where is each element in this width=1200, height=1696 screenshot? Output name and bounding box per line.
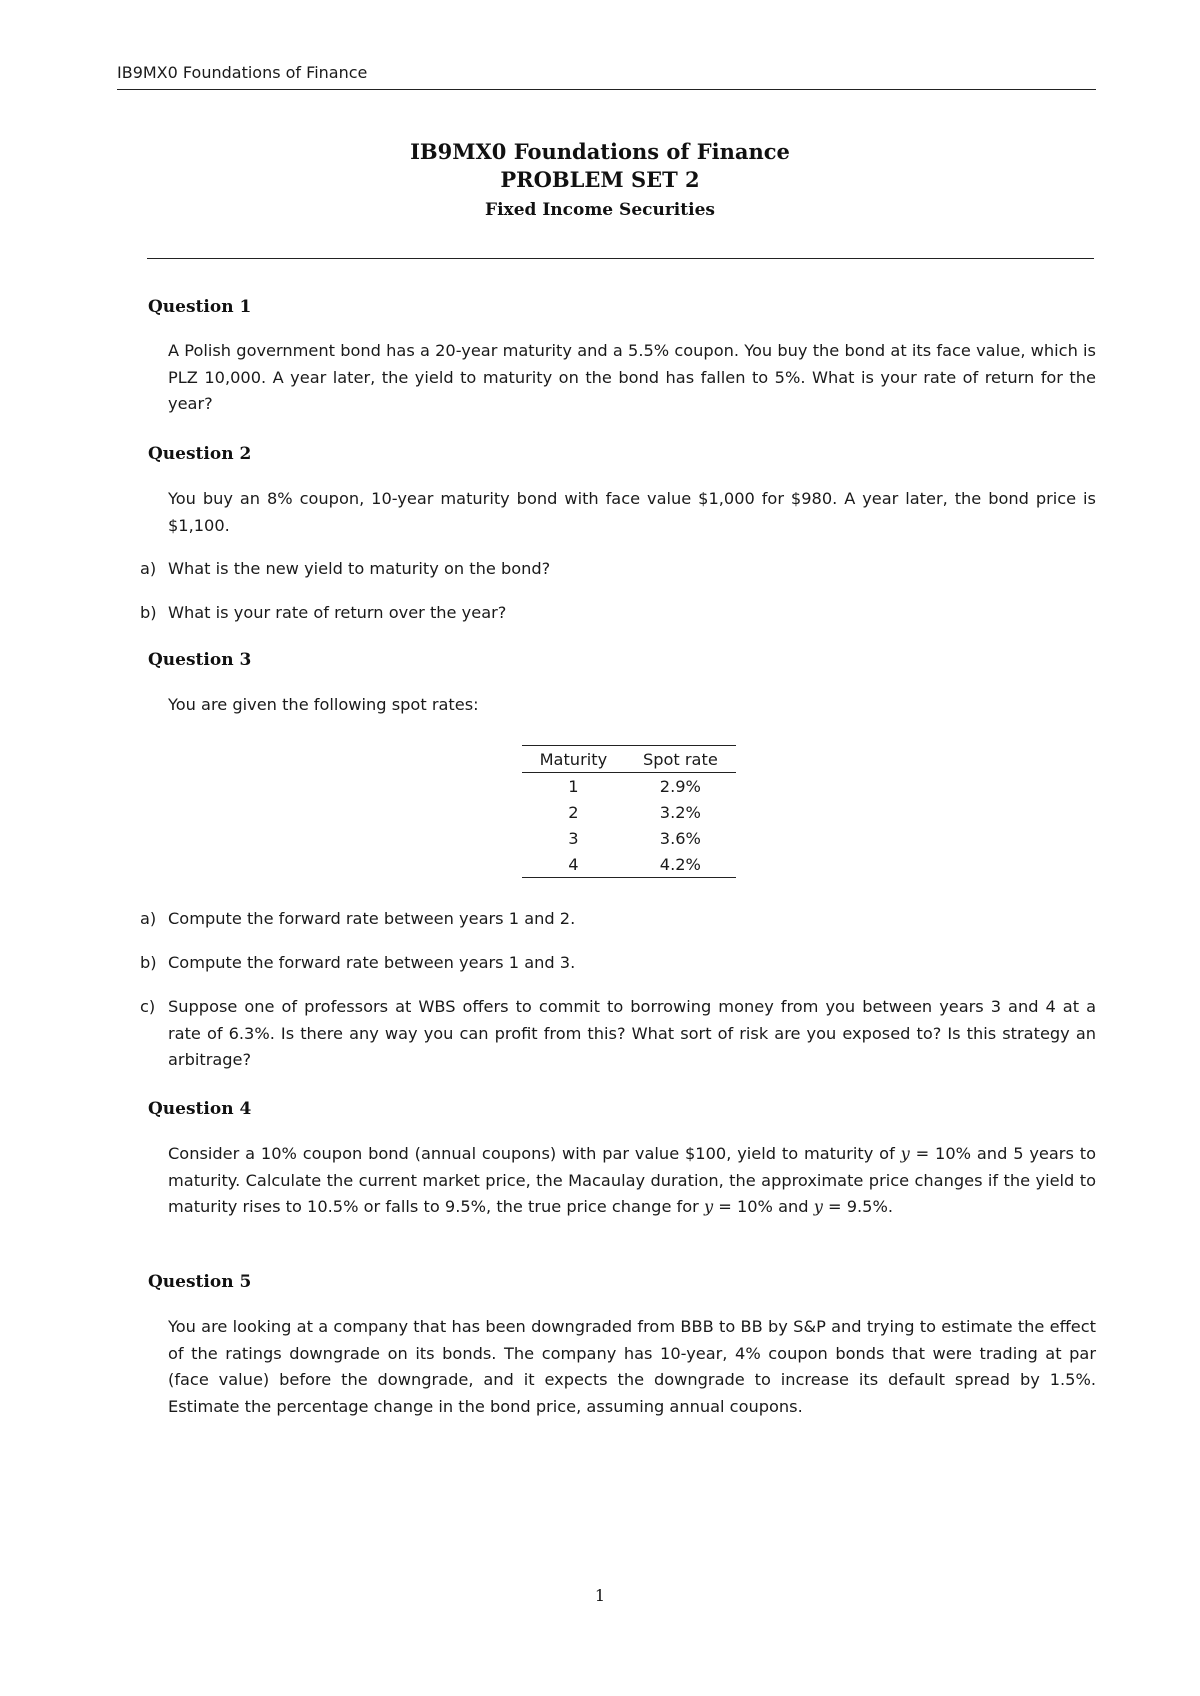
spot-rate-cell: 2.9% [659,776,701,796]
text-segment: = 10% and 5 years to maturity. Calculate the current market price, the Macaulay duration, the approximate price changes if the yield to maturity rises to 10.5% or falls to 9.5%, the true price change for [168,1144,1096,1216]
question-3-intro: You are given the following spot rates: [168,695,479,714]
table-row [522,799,736,825]
column-header-spot-rate: Spot rate [642,749,718,769]
question-3-item-a [140,906,1096,933]
question-2-item-a [140,556,1096,583]
item-text: Suppose one of professors at WBS offers to commit to borrowing money from you between years 3 and 4 at a rate of 6.3%. Is there any way you can profit from this? What sort of risk are you exposed to? Is this strategy an arbitrage? [168,997,1096,1069]
column-header-maturity: Maturity [539,749,608,769]
spot-rate-cell: 3.2% [659,802,701,822]
variable-y: y [813,1197,823,1216]
item-label: b) [140,603,157,622]
text-segment: = 10% and [713,1197,814,1216]
question-3-item-c [140,994,1096,1074]
item-label: c) [140,997,156,1016]
text-segment: = 9.5%. [822,1197,893,1216]
title-block [0,138,1200,224]
table-row [522,825,736,851]
question-5-text: You are looking at a company that has been downgraded from BBB to BB by S&P and trying to estimate the effect of the ratings downgrade on its bonds. The company has 10-year, 4% coupon bonds that were trading at par (face value) before the downgrade, and it expects the downgrade to increase its default spread by 1.5%. Estimate the percentage change in the bond price, assuming annual coupons. [168,1317,1096,1416]
page-number: 1 [594,1586,606,1605]
course-title: IB9MX0 Foundations of Finance [410,139,790,164]
table-header-row [522,746,736,773]
title-rule [147,258,1094,259]
question-1-text: A Polish government bond has a 20-year maturity and a 5.5% coupon. You buy the bond at its face value, which is PLZ 10,000. A year later, the yield to maturity on the bond has fallen to 5%. What is your rate of return for the year? [168,341,1096,413]
question-5-heading: Question 5 [148,1272,252,1292]
text-segment: Consider a 10% coupon bond (annual coupons) with par value $100, yield to maturity of [168,1144,901,1163]
spot-rate-cell: 3.6% [659,828,701,848]
question-3-item-b [140,950,1096,977]
question-2-text: You buy an 8% coupon, 10-year maturity bond with face value $1,000 for $980. A year later, the bond price is $1,100. [168,489,1096,535]
question-2-item-b [140,600,1096,627]
spot-rate-cell: 4.2% [659,854,701,874]
question-4-heading: Question 4 [148,1099,252,1119]
item-label: a) [140,909,157,928]
subtitle: Fixed Income Securities [485,200,715,220]
question-4-text [168,1141,1096,1221]
item-label: b) [140,953,157,972]
maturity-cell: 1 [568,776,579,796]
question-1-heading: Question 1 [148,297,252,317]
table-row [522,773,736,800]
variable-y: y [703,1197,714,1216]
item-text: What is the new yield to maturity on the bond? [168,559,551,578]
spot-rate-table [522,745,736,878]
item-text: Compute the forward rate between years 1 and 3. [168,953,576,972]
question-3-heading: Question 3 [148,650,252,670]
question-2-heading: Question 2 [148,444,252,464]
maturity-cell: 3 [568,828,579,848]
running-header: IB9MX0 Foundations of Finance [117,63,368,82]
item-label: a) [140,559,157,578]
table-row [522,851,736,878]
item-text: What is your rate of return over the year? [168,603,507,622]
header-rule [117,89,1096,90]
variable-y: y [900,1144,910,1163]
maturity-cell: 2 [568,802,579,822]
item-text: Compute the forward rate between years 1 and 2. [168,909,576,928]
problem-set-title: PROBLEM SET 2 [500,167,700,192]
maturity-cell: 4 [568,854,579,874]
